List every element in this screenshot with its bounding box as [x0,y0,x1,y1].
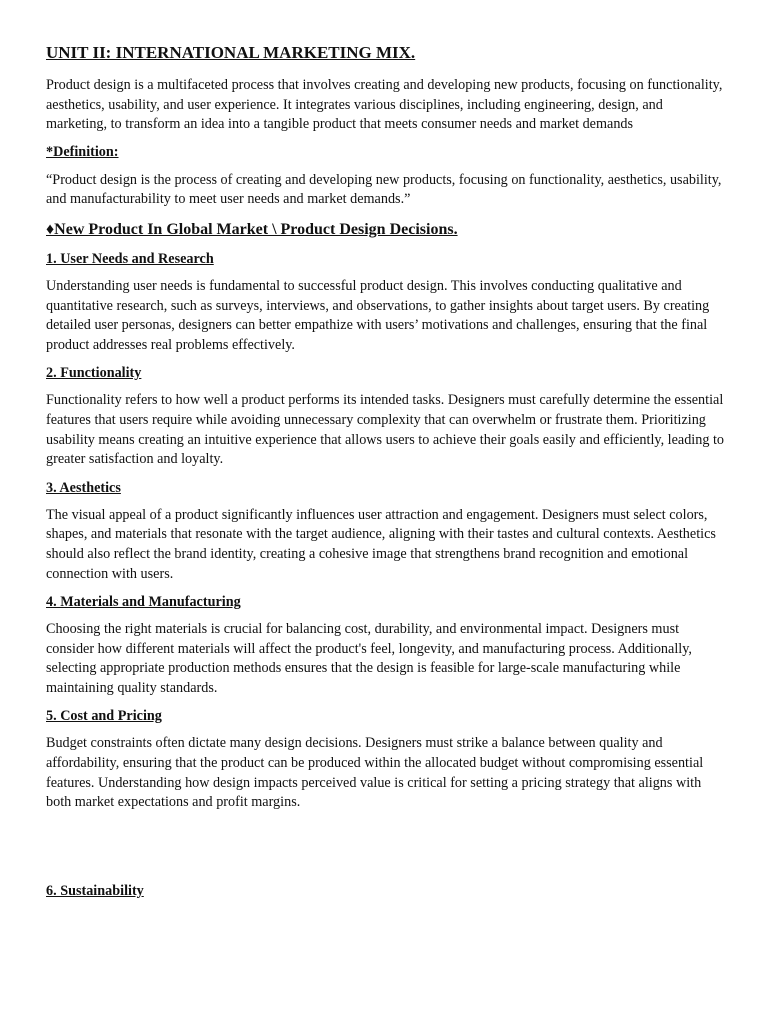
document-page [46,42,726,909]
item-text-materials: Choosing the right materials is crucial for balancing cost, durability, and environmental impact. Designers must consider how different materials will affect the product's feel, longevity, and manufacturing process. Additionally, selecting appropriate production methods ensures that the design is feasible for large-scale manufacturing while maintaining quality standards. [46,621,692,696]
item-heading-aesthetics: 3. Aesthetics [46,479,121,496]
section-heading: ♦New Product In Global Market \ Product Design Decisions. [46,220,458,238]
unit-title: UNIT II: INTERNATIONAL MARKETING MIX. [46,43,416,62]
item-heading-materials: 4. Materials and Manufacturing [46,594,241,611]
item-text-aesthetics: The visual appeal of a product significantly influences user attraction and engagement. Designers must select colors, shapes, and materials that resonate with the target audience, aligning with their tastes and cultural contexts. Aesthetics should also reflect the brand identity, creating a cohesive image that strengthens brand recognition and emotional connection with users. [46,506,716,582]
item-heading-sustainability: 6. Sustainability [46,882,144,899]
item-heading-user-needs: 1. User Needs and Research [46,250,214,267]
item-text-cost-pricing: Budget constraints often dictate many design decisions. Designers must strike a balance between quality and affordability, ensuring that the product can be produced within the allocated budget without compromising essential features. Understanding how design impacts perceived value is critical for setting a pricing strategy that aligns with both market expectations and profit margins. [46,735,704,811]
blank-space [46,822,726,882]
item-heading-functionality: 2. Functionality [46,365,142,382]
item-heading-cost-pricing: 5. Cost and Pricing [46,708,162,725]
intro-paragraph: Product design is a multifaceted process that involves creating and developing new products, focusing on functionality, aesthetics, usability, and user experience. It integrates various disciplines, including engineering, design, and marketing, to transform an idea into a tangible product that meets consumer needs and market demands [46,77,723,133]
definition-label: *Definition: [46,143,119,160]
item-text-user-needs: Understanding user needs is fundamental to successful product design. This involves conducting qualitative and quantitative research, such as surveys, interviews, and observations, to gather insights about target users. By creating detailed user personas, designers can better empathize with users’ motivations and challenges, ensuring that the final product addresses real problems effectively. [46,277,710,353]
definition-text: “Product design is the process of creating and developing new products, focusing on functionality, aesthetics, usability, and manufacturability to meet user needs and market demands.” [46,171,722,208]
item-text-functionality: Functionality refers to how well a product performs its intended tasks. Designers must carefully determine the essential features that users require while avoiding unnecessary complexity that can overwhelm or frustrate them. Prioritizing usability means creating an intuitive experience that allows users to achieve their goals easily and efficiently, leading to greater satisfaction and loyalty. [46,392,725,468]
